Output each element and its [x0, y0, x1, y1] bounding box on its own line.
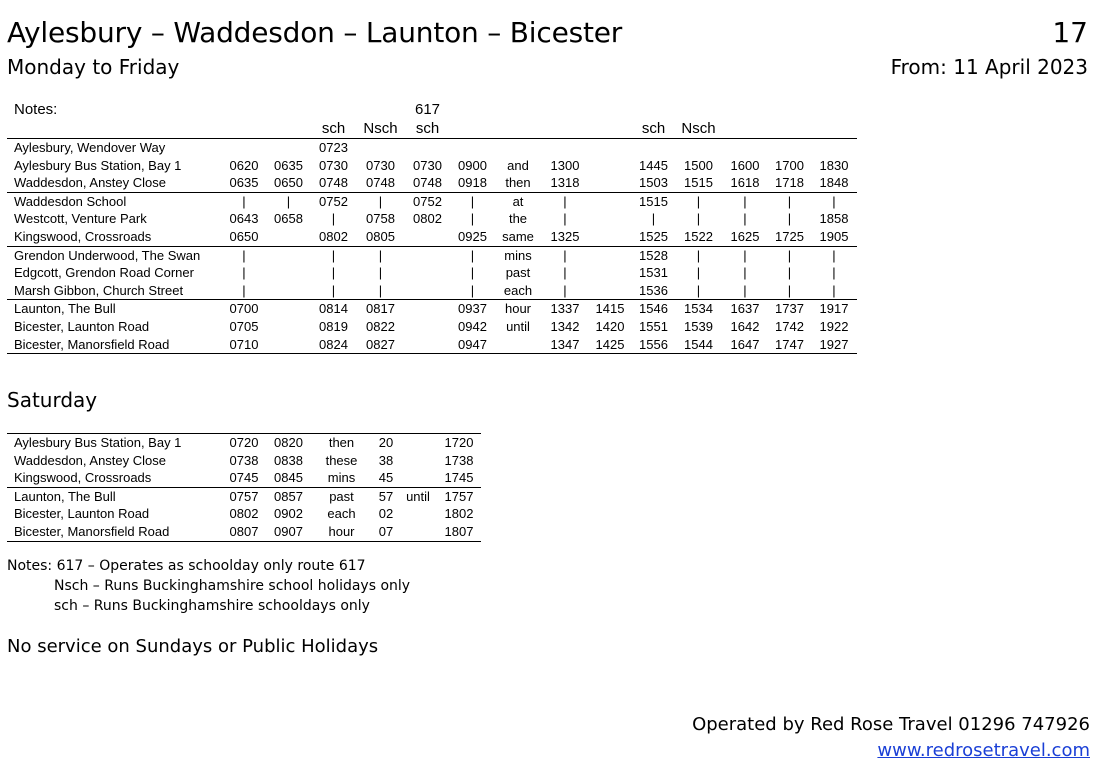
time-cell [404, 300, 451, 318]
time-cell: 0748 [413, 175, 442, 191]
weekday-heading: Monday to Friday [7, 55, 180, 79]
time-cell: | [743, 211, 747, 227]
time-cell: 20 [378, 435, 394, 450]
journey-code-header [768, 120, 811, 139]
journey-route-header [451, 100, 494, 120]
table-row [7, 505, 481, 523]
journey-route-header [632, 100, 675, 120]
time-cell: 1858 [819, 211, 849, 227]
time-cell: 1642 [730, 318, 760, 334]
journey-route-header [494, 100, 542, 120]
time-cell: 0918 [458, 175, 487, 191]
time-cell: 1747 [775, 336, 804, 352]
time-cell: 0730 [366, 157, 395, 173]
time-cell [811, 139, 857, 157]
time-cell: | [563, 247, 567, 263]
time-cell: 1725 [775, 228, 804, 244]
time-cell: each [327, 506, 356, 522]
time-cell [588, 174, 632, 192]
table-row [7, 282, 857, 300]
time-cell: 0758 [366, 211, 395, 227]
notes-label: Notes: [14, 101, 58, 118]
time-cell: 1325 [550, 228, 580, 244]
journey-route-header [588, 100, 632, 120]
time-cell [404, 228, 451, 246]
saturday-timetable [7, 433, 481, 542]
time-cell: 0942 [458, 318, 487, 334]
time-cell [267, 228, 310, 246]
stop-name: Bicester, Launton Road [14, 318, 150, 334]
time-cell: 1415 [595, 301, 625, 317]
time-cell: 1544 [684, 336, 713, 352]
time-cell: | [743, 193, 747, 209]
time-cell [588, 264, 632, 282]
time-cell: 1531 [639, 265, 668, 281]
time-cell: 0723 [319, 140, 348, 155]
time-cell: until [406, 488, 430, 504]
time-cell: | [563, 211, 567, 227]
stop-name: Marsh Gibbon, Church Street [14, 282, 184, 298]
table-row [7, 300, 857, 318]
time-cell [404, 139, 451, 157]
time-cell: 1551 [639, 318, 668, 334]
stop-name: Edgcott, Grendon Road Corner [14, 265, 194, 281]
time-cell: 1905 [819, 228, 849, 244]
journey-route-header [310, 100, 357, 120]
time-cell [494, 139, 542, 157]
time-cell: 1528 [639, 247, 668, 263]
time-cell: 0710 [229, 336, 259, 352]
note-sch: sch – Runs Buckinghamshire schooldays only [54, 598, 370, 614]
journey-code-header [542, 120, 588, 139]
header-row-codes [7, 120, 857, 139]
time-cell [588, 282, 632, 300]
time-cell: at [512, 193, 524, 209]
journey-route-header [357, 100, 404, 120]
time-cell: | [242, 247, 246, 263]
journey-route-header: 617 [414, 101, 441, 118]
time-cell: | [470, 282, 475, 298]
journey-route-header [221, 100, 267, 120]
time-cell [588, 157, 632, 175]
time-cell: 1347 [550, 336, 580, 352]
stop-name: Aylesbury, Wendover Way [14, 140, 166, 155]
time-cell: 1737 [775, 301, 804, 317]
time-cell [632, 139, 675, 157]
time-cell: | [832, 265, 836, 281]
time-cell: 1342 [550, 318, 580, 334]
time-cell: 0805 [366, 228, 395, 244]
time-cell: | [743, 247, 747, 263]
table-row [7, 228, 857, 246]
time-cell: 1720 [444, 435, 474, 450]
journey-code-header: Nsch [681, 120, 716, 137]
time-cell [399, 469, 437, 487]
time-cell: 1647 [730, 336, 760, 352]
time-cell [267, 300, 310, 318]
time-cell: 0635 [229, 175, 259, 191]
time-cell: 0822 [366, 318, 395, 334]
time-cell: 0745 [229, 470, 259, 486]
table-row [7, 469, 481, 487]
stop-name: Aylesbury Bus Station, Bay 1 [14, 157, 182, 173]
time-cell: | [286, 193, 291, 209]
stop-name: Aylesbury Bus Station, Bay 1 [14, 435, 182, 450]
table-row [7, 264, 857, 282]
time-cell: 1556 [639, 336, 668, 352]
time-cell: 07 [378, 523, 394, 539]
time-cell: 0845 [274, 470, 303, 486]
time-cell: | [331, 265, 336, 281]
stop-name: Launton, The Bull [14, 301, 116, 317]
time-cell: 0937 [458, 301, 487, 317]
time-cell: | [787, 265, 792, 281]
time-cell: past [505, 265, 531, 281]
table-row [7, 246, 857, 264]
journey-code-header [722, 120, 768, 139]
weekday-timetable [7, 100, 857, 354]
journey-route-header [542, 100, 588, 120]
time-cell: 1802 [444, 506, 474, 522]
time-cell: 0819 [319, 318, 348, 334]
time-cell: | [563, 265, 567, 281]
time-cell: | [331, 282, 336, 298]
time-cell [404, 282, 451, 300]
effective-date: From: 11 April 2023 [890, 55, 1088, 79]
time-cell: | [378, 282, 383, 298]
time-cell: 1515 [684, 175, 713, 191]
time-cell: 0748 [366, 175, 395, 191]
time-cell [404, 318, 451, 336]
time-cell [267, 246, 310, 264]
journey-code-header: sch [321, 120, 346, 137]
stop-name: Waddesdon, Anstey Close [14, 452, 166, 468]
time-cell [404, 246, 451, 264]
time-cell: | [563, 282, 567, 298]
journey-code-header [267, 120, 310, 139]
time-cell: | [696, 282, 701, 298]
time-cell [588, 246, 632, 264]
time-cell: 0757 [229, 488, 259, 504]
time-cell: 1637 [730, 301, 760, 317]
time-cell: 1700 [775, 157, 804, 173]
time-cell: 0752 [319, 193, 348, 209]
table-row [7, 336, 857, 354]
time-cell: 0947 [458, 336, 487, 352]
time-cell: 1445 [639, 157, 668, 173]
time-cell: | [470, 265, 475, 281]
time-cell: mins [327, 470, 356, 486]
time-cell: | [696, 211, 701, 227]
time-cell: each [503, 282, 533, 298]
time-cell: | [378, 265, 383, 281]
table-row [7, 192, 857, 210]
stop-name: Bicester, Manorsfield Road [14, 523, 170, 539]
journey-code-header [588, 120, 632, 139]
time-cell: 0900 [458, 157, 487, 173]
journey-code-header [811, 120, 857, 139]
time-cell: 45 [378, 470, 394, 486]
note-617: Notes: 617 – Operates as schoolday only route 617 [7, 558, 366, 574]
table-row [7, 523, 481, 541]
time-cell [399, 505, 437, 523]
time-cell [267, 139, 310, 157]
time-cell: | [242, 265, 246, 281]
time-cell: 0857 [274, 488, 303, 504]
time-cell [267, 318, 310, 336]
time-cell: | [743, 265, 747, 281]
time-cell: 1337 [550, 301, 580, 317]
time-cell: | [787, 193, 792, 209]
time-cell: | [651, 211, 656, 227]
table-row [7, 452, 481, 470]
time-cell: 1425 [595, 336, 625, 352]
time-cell: same [502, 228, 534, 244]
time-cell: | [470, 247, 475, 263]
time-cell: 1848 [819, 175, 849, 191]
header-row-route [7, 100, 857, 120]
note-nsch: Nsch – Runs Buckinghamshire school holidays only [54, 578, 411, 594]
route-number: 17 [1052, 16, 1088, 49]
stop-name: Waddesdon School [14, 193, 127, 209]
time-cell [404, 264, 451, 282]
time-cell [267, 336, 310, 354]
time-cell: 0838 [274, 452, 303, 468]
journey-route-header [267, 100, 310, 120]
time-cell [399, 434, 437, 452]
time-cell: 1534 [684, 301, 713, 317]
time-cell: 0907 [274, 523, 303, 539]
time-cell: 1600 [730, 157, 760, 173]
journey-code-header: Nsch [363, 120, 398, 137]
stop-name: Kingswood, Crossroads [14, 470, 152, 486]
time-cell: 0650 [274, 175, 303, 191]
stop-name: Westcott, Venture Park [14, 211, 147, 227]
time-cell: 1300 [550, 157, 580, 173]
time-cell: | [378, 247, 383, 263]
time-cell: 1515 [639, 193, 668, 209]
time-cell: 1718 [775, 175, 804, 191]
time-cell: 0730 [413, 157, 442, 173]
time-cell: 1625 [730, 228, 760, 244]
time-cell: 0802 [229, 506, 259, 522]
time-cell: 0730 [319, 157, 348, 173]
time-cell: then [328, 435, 355, 450]
time-cell: 0814 [319, 301, 348, 317]
time-cell: and [507, 157, 529, 173]
time-cell [494, 336, 542, 354]
table-row [7, 157, 857, 175]
time-cell: 1830 [819, 157, 849, 173]
time-cell: 1927 [819, 336, 849, 352]
time-cell: 57 [378, 488, 394, 504]
journey-route-header [675, 100, 722, 120]
time-cell: 0824 [319, 336, 348, 352]
table-row [7, 210, 857, 228]
time-cell: 0700 [229, 301, 259, 317]
stop-name: Bicester, Launton Road [14, 506, 150, 522]
time-cell: 0658 [274, 211, 303, 227]
table-row [7, 318, 857, 336]
time-cell: 0748 [319, 175, 348, 191]
stop-name: Bicester, Manorsfield Road [14, 336, 170, 352]
time-cell [267, 282, 310, 300]
time-cell [221, 139, 267, 157]
time-cell [588, 192, 632, 210]
stop-name: Kingswood, Crossroads [14, 228, 152, 244]
time-cell: | [832, 282, 836, 298]
time-cell: 0802 [413, 211, 442, 227]
journey-code-header [221, 120, 267, 139]
time-cell [722, 139, 768, 157]
time-cell [588, 139, 632, 157]
journey-code-header [451, 120, 494, 139]
time-cell: 1536 [639, 282, 668, 298]
time-cell: | [331, 247, 336, 263]
time-cell [267, 264, 310, 282]
journey-code-header: sch [415, 120, 440, 137]
time-cell: 0807 [229, 523, 259, 539]
time-cell: 0752 [413, 193, 442, 209]
time-cell: 1525 [639, 228, 668, 244]
time-cell: | [696, 265, 701, 281]
saturday-heading: Saturday [7, 388, 98, 412]
no-service-notice: No service on Sundays or Public Holidays [7, 636, 379, 657]
time-cell [357, 139, 404, 157]
time-cell: 0827 [366, 336, 395, 352]
journey-code-header [494, 120, 542, 139]
time-cell: | [696, 193, 701, 209]
notes-block [7, 556, 410, 616]
time-cell: 1738 [444, 452, 474, 468]
stop-name: Grendon Underwood, The Swan [14, 247, 201, 263]
time-cell: 1757 [444, 488, 474, 504]
time-cell: 0820 [274, 435, 303, 450]
time-cell: hour [328, 523, 355, 539]
time-cell: 1539 [684, 318, 713, 334]
time-cell [451, 139, 494, 157]
time-cell: 0720 [229, 435, 259, 450]
journey-code-header: sch [641, 120, 666, 137]
time-cell: then [505, 175, 531, 191]
time-cell: 0802 [319, 228, 348, 244]
time-cell: 1500 [684, 157, 713, 173]
table-row [7, 434, 481, 452]
time-cell: these [325, 452, 358, 468]
time-cell: | [242, 282, 246, 298]
table-row [7, 139, 857, 157]
journey-route-header [768, 100, 811, 120]
time-cell: 0643 [229, 211, 259, 227]
route-title: Aylesbury – Waddesdon – Launton – Bicester [7, 16, 623, 49]
time-cell: | [787, 247, 792, 263]
time-cell [588, 210, 632, 228]
time-cell: | [787, 211, 792, 227]
time-cell: mins [504, 247, 532, 263]
journey-route-header [811, 100, 857, 120]
stop-name: Launton, The Bull [14, 488, 116, 504]
time-cell [768, 139, 811, 157]
time-cell: | [787, 282, 792, 298]
time-cell [675, 139, 722, 157]
time-cell: | [696, 247, 701, 263]
time-cell: 0902 [274, 506, 303, 522]
time-cell: past [329, 488, 354, 504]
time-cell: 1420 [595, 318, 625, 334]
time-cell: 0635 [274, 157, 303, 173]
website-link[interactable]: www.redrosetravel.com [877, 740, 1090, 761]
stop-name: Waddesdon, Anstey Close [14, 175, 166, 191]
time-cell: 1807 [444, 523, 474, 539]
time-cell: 1745 [444, 470, 474, 486]
time-cell: | [563, 193, 567, 209]
table-row [7, 174, 857, 192]
time-cell: | [378, 193, 383, 209]
time-cell: hour [504, 301, 532, 317]
time-cell: | [242, 193, 246, 209]
time-cell [588, 228, 632, 246]
operator-info: Operated by Red Rose Travel 01296 747926 [692, 714, 1090, 735]
time-cell: | [832, 193, 836, 209]
time-cell: 02 [378, 506, 394, 522]
time-cell: | [832, 247, 836, 263]
journey-route-header [722, 100, 768, 120]
time-cell: 1922 [819, 318, 849, 334]
time-cell: 1318 [550, 175, 580, 191]
time-cell: 0650 [229, 228, 259, 244]
time-cell: 0817 [366, 301, 395, 317]
time-cell [404, 336, 451, 354]
time-cell: 38 [378, 452, 394, 468]
time-cell [399, 452, 437, 470]
time-cell: 0738 [229, 452, 259, 468]
time-cell: 1917 [819, 301, 849, 317]
time-cell: the [508, 211, 528, 227]
table-row [7, 487, 481, 505]
time-cell: | [470, 211, 475, 227]
time-cell: until [506, 318, 530, 334]
time-cell: | [743, 282, 747, 298]
time-cell: 1546 [639, 301, 668, 317]
time-cell [399, 523, 437, 541]
time-cell [542, 139, 588, 157]
time-cell: 1503 [639, 175, 668, 191]
time-cell: 0620 [229, 157, 259, 173]
time-cell: 0705 [229, 318, 259, 334]
time-cell: 1522 [684, 228, 713, 244]
time-cell: | [331, 211, 336, 227]
time-cell: 1742 [775, 318, 804, 334]
time-cell: | [470, 193, 475, 209]
time-cell: 1618 [730, 175, 760, 191]
time-cell: 0925 [458, 228, 487, 244]
